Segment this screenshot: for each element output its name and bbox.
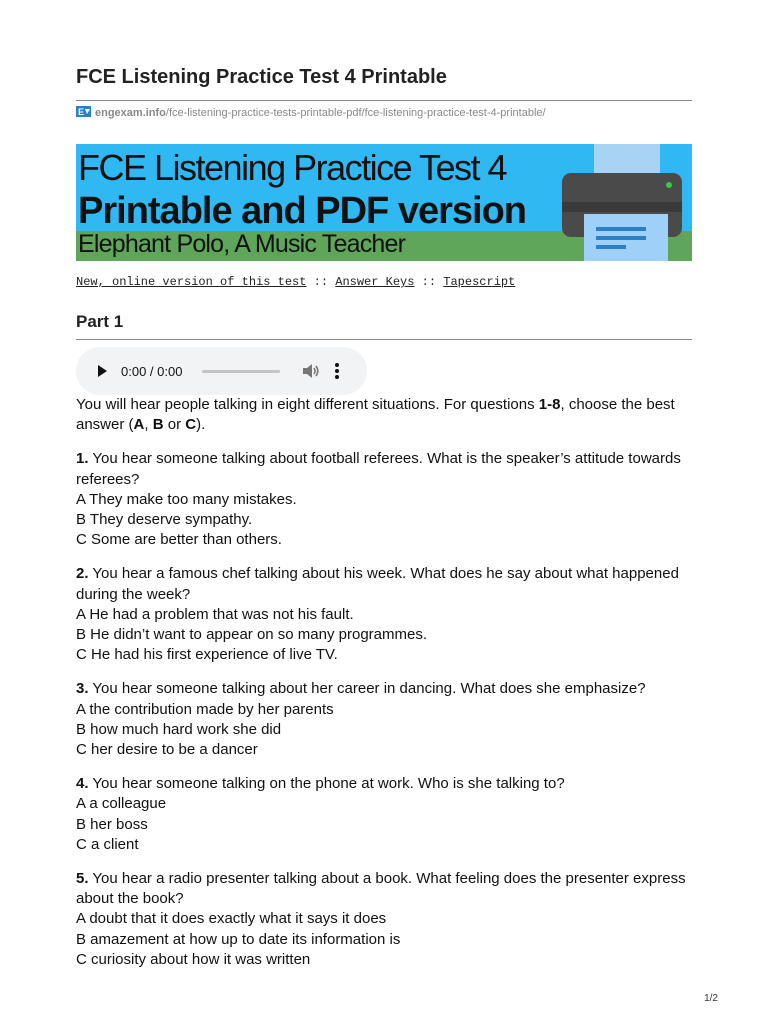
option-c: C her desire to be a dancer	[76, 741, 258, 759]
option-b: B her boss	[76, 815, 148, 833]
part-heading: Part 1	[76, 312, 124, 331]
link-separator: ::	[306, 275, 336, 289]
question-1: 1. You hear someone talking about football referees. What is the speaker’s attitude towards referees? A They make too many mistakes. B They deserve sympathy. C Some are better than others.	[76, 449, 692, 550]
option-a: A He had a problem that was not his fault.	[76, 605, 354, 623]
banner-title-line2: Printable and PDF version	[78, 190, 526, 232]
option-a: A the contribution made by her parents	[76, 700, 334, 718]
question-4: 4. You hear someone talking on the phone at work. Who is she talking to? A a colleague B her boss C a client	[76, 774, 692, 855]
link-separator: ::	[414, 275, 444, 289]
answer-keys-link[interactable]: Answer Keys	[335, 275, 415, 289]
page-number: 1/2	[704, 993, 718, 1004]
printer-icon	[560, 144, 684, 261]
svg-text:E: E	[78, 107, 85, 117]
option-a: A They make too many mistakes.	[76, 490, 297, 508]
question-5: 5. You hear a radio presenter talking about a book. What feeling does the presenter express about the book? A doubt that it does exactly what it says it does B amazement at how up to date its information is C curiosity about how it was written	[76, 869, 692, 970]
question-2: 2. You hear a famous chef talking about his week. What does he say about what happened during the week? A He had a problem that was not his fault. B He didn’t want to appear on so many programmes. C He had his first experience of live TV.	[76, 564, 692, 665]
source-url[interactable]	[76, 106, 546, 119]
option-c: C curiosity about how it was written	[76, 950, 311, 968]
option-a: A a colleague	[76, 795, 167, 813]
more-options-icon[interactable]	[334, 362, 340, 380]
source-path: /fce-listening-practice-tests-printable-pdf/fce-listening-practice-test-4-printable/	[165, 107, 546, 119]
option-b: B They deserve sympathy.	[76, 511, 253, 529]
instructions: You will hear people talking in eight different situations. For questions 1-8, choose the best answer (A, B or C).	[76, 396, 675, 434]
banner-title-line3: Elephant Polo, A Music Teacher	[78, 230, 406, 258]
engexam-logo-icon	[76, 106, 91, 117]
volume-icon[interactable]	[302, 363, 320, 379]
source-domain: engexam.info	[95, 107, 166, 119]
option-c: C a client	[76, 835, 139, 853]
option-c: C Some are better than others.	[76, 531, 282, 549]
questions-body	[76, 395, 692, 984]
option-c: C He had his first experience of live TV.	[76, 646, 338, 664]
option-b: B how much hard work she did	[76, 720, 282, 738]
question-3: 3. You hear someone talking about her career in dancing. What does she emphasize? A the contribution made by her parents B how much hard work she did C her desire to be a dancer	[76, 679, 692, 760]
audio-time: 0:00 / 0:00	[121, 364, 183, 379]
audio-progress-slider[interactable]	[202, 370, 280, 373]
page-title: FCE Listening Practice Test 4 Printable	[76, 66, 447, 88]
banner-title-line1: FCE Listening Practice Test 4	[78, 147, 507, 188]
banner-image	[76, 144, 692, 261]
audio-player	[76, 347, 367, 395]
resource-links	[76, 275, 515, 289]
option-b: B He didn’t want to appear on so many programmes.	[76, 626, 428, 644]
title-divider	[76, 100, 692, 101]
option-a: A doubt that it does exactly what it says it does	[76, 910, 387, 928]
option-b: B amazement at how up to date its information is	[76, 930, 401, 948]
online-version-link[interactable]: New, online version of this test	[76, 275, 307, 289]
tapescript-link[interactable]: Tapescript	[443, 275, 516, 289]
play-icon[interactable]	[98, 365, 107, 377]
part-divider	[76, 339, 692, 340]
